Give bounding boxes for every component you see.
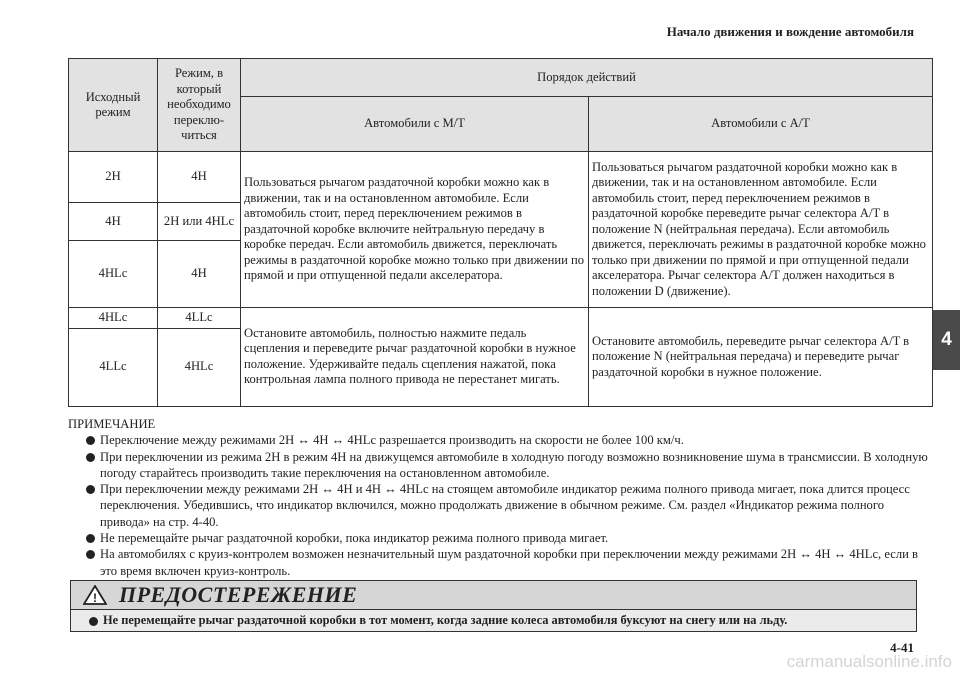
initial-mode-cell: 4H — [69, 203, 158, 241]
target-mode-cell: 2H или 4HLc — [158, 203, 241, 241]
warning-box — [70, 580, 917, 632]
mt-procedure-cell: Остановите автомобиль, полностью нажмите педаль сцепления и переведите рычаг раздаточной коробки в нужное положение. Удерживайте педаль сцепления нажатой, пока контрольная лампа полного привода не перестанет мигать. — [241, 308, 589, 407]
page-header-title: Начало движения и вождение автомобиля — [666, 24, 914, 39]
target-mode-cell: 4H — [158, 152, 241, 203]
note-list — [68, 432, 933, 579]
note-section — [68, 416, 933, 579]
header-at: Автомобили с А/Т — [589, 97, 933, 152]
table-row — [69, 308, 933, 329]
note-item: При переключении из режима 2H в режим 4H на движущемся автомобиле в холодную погоду возможно возникновение шума в трансмиссии. В холодную погоду старайтесь производить такие переключения на остановленном автомобиле. — [68, 449, 933, 482]
note-title: ПРИМЕЧАНИЕ — [68, 417, 156, 431]
warning-title: ПРЕДОСТЕРЕЖЕНИЕ — [119, 582, 358, 607]
note-item: Не перемещайте рычаг раздаточной коробки, пока индикатор режима полного привода мигает. — [68, 530, 933, 546]
chapter-tab: 4 — [933, 310, 960, 370]
target-mode-cell: 4H — [158, 241, 241, 308]
initial-mode-cell: 4LLc — [69, 328, 158, 406]
header-mt: Автомобили с М/Т — [241, 97, 589, 152]
mt-procedure-cell: Пользоваться рычагом раздаточной коробки можно как в движении, так и на остановленном автомобиле. Если автомобиль стоит, перед переключением режимов в раздаточной коробке включите нейтральную передачу в коробке передач. Если автомобиль движется, переключать режимы в раздаточной коробке можно только при движении по прямой и при отпущенной педали акселератора. — [241, 152, 589, 308]
target-mode-cell: 4HLc — [158, 328, 241, 406]
header-target-mode: Режим, в который необходимо переклю-читься — [158, 59, 241, 152]
at-procedure-cell: Остановите автомобиль, переведите рычаг селектора A/T в положение N (нейтральная передача) и переведите рычаг раздаточной коробки в нужное положение. — [589, 308, 933, 407]
note-item: Переключение между режимами 2H ↔ 4H ↔ 4HLc разрешается производить на скорости не более 100 км/ч. — [68, 432, 933, 448]
initial-mode-cell: 4HLc — [69, 308, 158, 329]
note-item: При переключении между режимами 2H ↔ 4H и 4H ↔ 4HLc на стоящем автомобиле индикатор режима полного привода мигает, пока длится процесс переключения. Убедившись, что индикатор включился, можно продолжать движение в обычном режиме. См. раздел «Индикатор режима полного привода» на стр. 4-40. — [68, 481, 933, 530]
warning-header — [71, 581, 916, 610]
target-mode-cell: 4LLc — [158, 308, 241, 329]
at-procedure-cell: Пользоваться рычагом раздаточной коробки можно как в движении, так и на остановленном автомобиле. Если автомобиль стоит, перед переключением режимов в раздаточной коробке переведите рычаг селектора A/T в положение N (нейтральная передача). Если автомобиль движется, переключать режимы в раздаточной коробке можно только при движении по прямой и при отпущенной педали акселератора. Рычаг селектора A/T должен находиться в положении D (движение). — [589, 152, 933, 308]
warning-icon-glyph: ! — [93, 591, 97, 605]
initial-mode-cell: 2H — [69, 152, 158, 203]
header-initial-mode: Исходный режим — [69, 59, 158, 152]
header-procedure: Порядок действий — [241, 59, 933, 97]
note-item: На автомобилях с круиз-контролем возможен незначительный шум раздаточной коробки при переключении между режимами 2H ↔ 4H ↔ 4HLc, если в это время включен круиз-контроль. — [68, 546, 933, 579]
watermark: carmanualsonline.info — [786, 652, 952, 671]
page-number: 4-41 — [890, 640, 914, 655]
initial-mode-cell: 4HLc — [69, 241, 158, 308]
warning-triangle-icon — [83, 585, 107, 605]
mode-switch-table — [68, 58, 933, 407]
table-row — [69, 152, 933, 203]
warning-text: Не перемещайте рычаг раздаточной коробки в тот момент, когда задние колеса автомобиля буксуют на снегу или на льду. — [71, 610, 916, 631]
